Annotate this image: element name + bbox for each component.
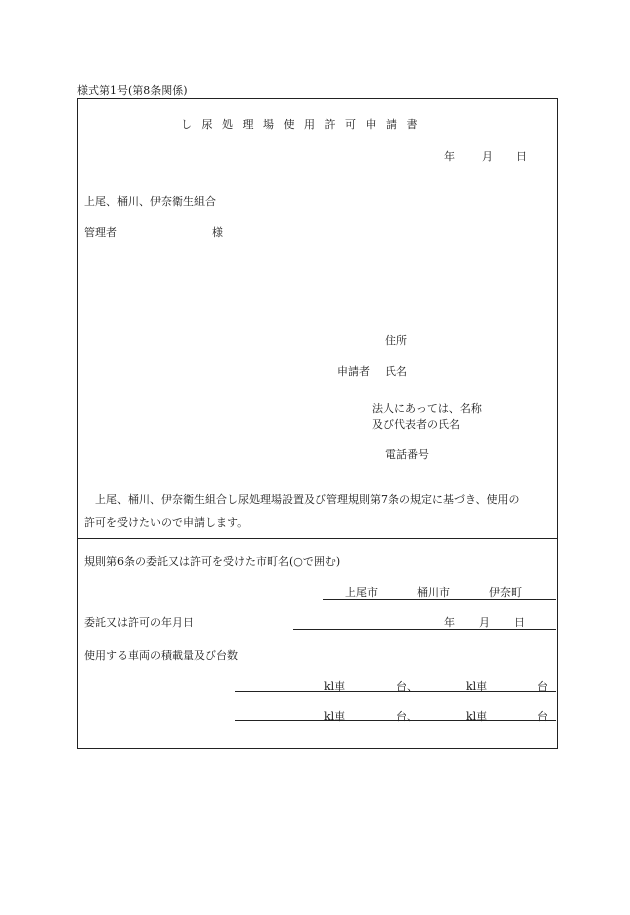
date-day: 日	[516, 150, 527, 163]
vehicle-row1-unit2: kl車	[466, 680, 488, 693]
vehicle-row1-count2: 台	[537, 680, 548, 693]
applicant-label: 申請者	[337, 365, 370, 378]
body-line1: 上尾、桶川、伊奈衛生組合し尿処理場設置及び管理規則第7条の規定に基づき、使用の	[95, 493, 520, 506]
corp-note-line2: 及び代表者の氏名	[372, 418, 460, 431]
form-number: 様式第1号(第8条関係)	[77, 84, 188, 97]
corp-note-line1: 法人にあっては、名称	[372, 402, 482, 415]
address-label: 住所	[385, 334, 407, 347]
municipality-ageo: 上尾市	[345, 586, 378, 599]
vehicle-row1-underline	[235, 691, 556, 692]
addressee-role: 管理者	[84, 226, 117, 239]
name-label: 氏名	[385, 365, 407, 378]
vehicle-row2-unit2: kl車	[466, 710, 488, 723]
permit-date-day: 日	[514, 616, 525, 629]
vehicle-row1-count1: 台、	[396, 680, 418, 693]
vehicle-label: 使用する車両の積載量及び台数	[84, 649, 238, 662]
form-title: し尿処理場使用許可申請書	[181, 118, 427, 131]
municipality-label: 規則第6条の委託又は許可を受けた市町名(○で囲む)	[84, 555, 341, 568]
municipality-okegawa: 桶川市	[417, 586, 450, 599]
date-month: 月	[482, 150, 493, 163]
date-year: 年	[444, 150, 455, 163]
vehicle-row2-underline	[235, 720, 556, 721]
municipality-ina: 伊奈町	[489, 586, 522, 599]
addressee-org: 上尾、桶川、伊奈衛生組合	[84, 195, 216, 208]
permit-date-month: 月	[479, 616, 490, 629]
vehicle-row2-count2: 台	[537, 710, 548, 723]
permit-date-year: 年	[444, 616, 455, 629]
municipality-underline	[323, 599, 556, 600]
body-line2: 許可を受けたいので申請します。	[84, 516, 249, 529]
vehicle-row2-count1: 台、	[396, 710, 418, 723]
permit-date-underline	[293, 629, 556, 630]
section-divider	[77, 538, 557, 539]
vehicle-row2-unit1: kl車	[324, 710, 346, 723]
addressee-honorific: 様	[212, 226, 223, 239]
vehicle-row1-unit1: kl車	[324, 680, 346, 693]
phone-label: 電話番号	[385, 448, 429, 461]
permit-date-label: 委託又は許可の年月日	[84, 616, 194, 629]
